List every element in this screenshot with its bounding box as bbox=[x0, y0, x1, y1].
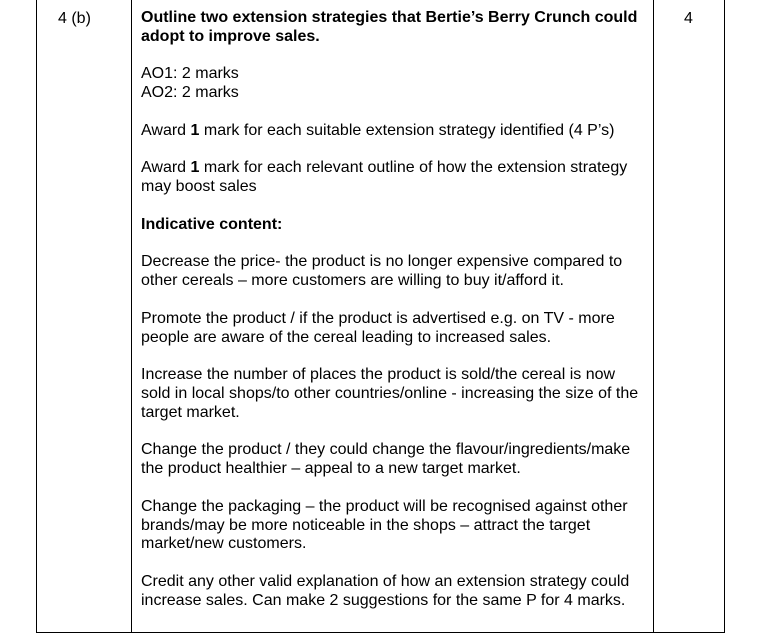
indicative-point: Change the packaging – the product will be recognised against other brands/may be more noticeable in the shops – attract the target market/new customers. bbox=[141, 497, 628, 553]
answer-guidance bbox=[141, 9, 646, 611]
assessment-objective: AO1: 2 marks bbox=[141, 65, 239, 83]
indicative-content-heading: Indicative content: bbox=[141, 215, 283, 233]
question-number: 4 (b) bbox=[58, 10, 91, 27]
indicative-point: Change the product / they could change the flavour/ingredients/make the product healthier – appeal to a new target market. bbox=[141, 441, 631, 478]
mark-scheme-table bbox=[36, 0, 725, 633]
indicative-point: Increase the number of places the product is sold/the cereal is now sold in local shops/to other countries/online - increasing the size of the target market. bbox=[141, 366, 639, 421]
question-text: Outline two extension strategies that Bertie’s Berry Crunch could adopt to improve sales. bbox=[141, 9, 638, 45]
indicative-point: Decrease the price- the product is no longer expensive compared to other cereals – more customers are willing to buy it/afford it. bbox=[141, 253, 623, 290]
column-divider bbox=[653, 0, 654, 632]
column-divider bbox=[131, 0, 132, 632]
marks-available: 4 bbox=[684, 10, 693, 27]
indicative-point: Promote the product / if the product is advertised e.g. on TV - more people are aware of the cereal leading to increased sales. bbox=[141, 309, 615, 346]
assessment-objective: AO2: 2 marks bbox=[141, 84, 239, 102]
award-rule-identify: Award 1 mark for each suitable extension strategy identified (4 P’s) bbox=[141, 121, 615, 139]
award-rule-outline: Award 1 mark for each relevant outline of how the extension strategy may boost sales bbox=[141, 159, 628, 196]
indicative-point: Credit any other valid explanation of how an extension strategy could increase sales. Can make 2 suggestions for the same P for 4 marks. bbox=[141, 572, 630, 609]
